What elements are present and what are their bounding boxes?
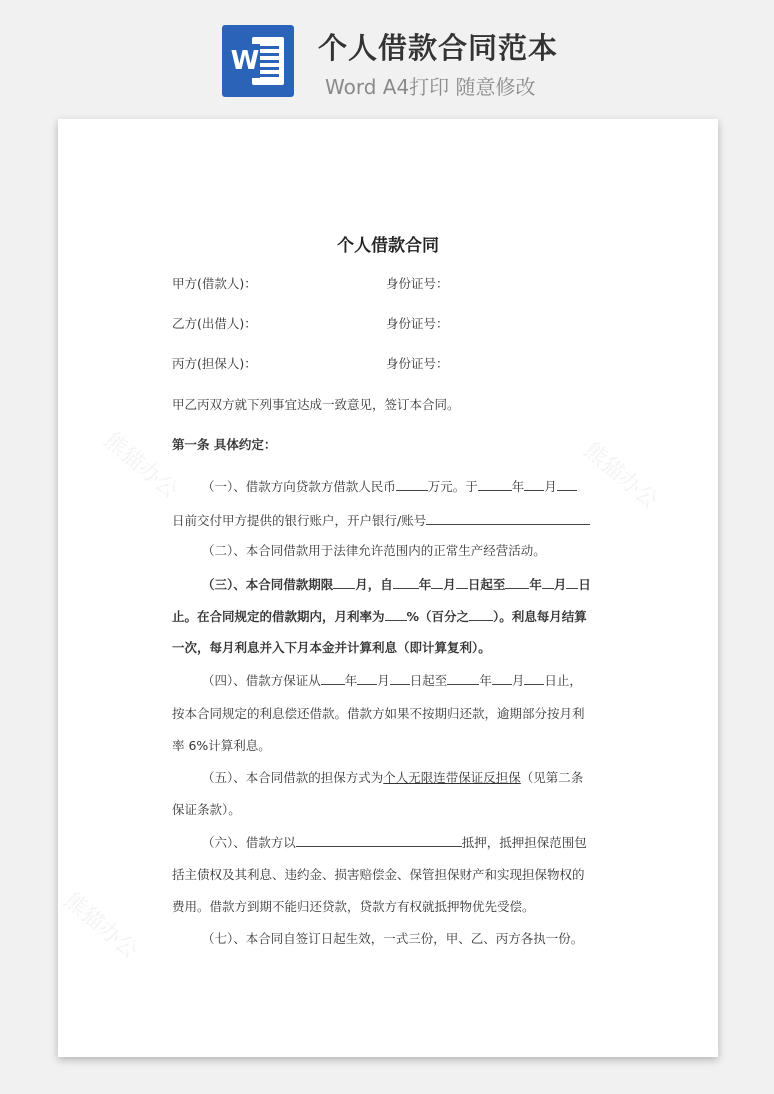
clause-4-line-1: （四）、借款方保证从 年 月 日起至 年 月 日止， xyxy=(172,670,582,689)
party-c-id-label: 身份证号： xyxy=(386,356,449,371)
clause-6-line-1: （六）、借款方以 抵押，抵押担保范围包 xyxy=(172,832,587,851)
clause-3-line-1: （三）、本合同借款期限 月，自 年 月 日起至 年 月 日 xyxy=(172,574,591,593)
party-b-id-label: 身份证号： xyxy=(386,316,449,331)
watermark: 熊猫办公 xyxy=(98,428,183,504)
intro-paragraph: 甲乙丙双方就下列事宜达成一致意见，签订本合同。 xyxy=(172,397,460,412)
clause-4-line-3: 率 6%计算利息。 xyxy=(172,738,271,753)
clause-1-line-1: （一）、借款方向贷款方借款人民币 万元。于 年 月 xyxy=(172,476,577,495)
party-a-label: 甲方(借款人)： xyxy=(172,276,257,291)
document-page xyxy=(58,119,718,1057)
clause-4-line-2: 按本合同规定的利息偿还借款。借款方如果不按期归还款，逾期部分按月利 xyxy=(172,706,585,721)
page-title: 个人借款合同范本 xyxy=(318,31,559,65)
clause-2: （二）、本合同借款用于法律允许范围内的正常生产经营活动。 xyxy=(202,543,546,558)
clause-6-line-2: 括主债权及其利息、违约金、损害赔偿金、保管担保财产和实现担保物权的 xyxy=(172,867,585,882)
clause-5-line-2: 保证条款）。 xyxy=(172,802,241,817)
clause-6-line-3: 费用。借款方到期不能归还贷款，贷款方有权就抵押物优先受偿。 xyxy=(172,899,535,914)
clause-5-line-1: （五）、本合同借款的担保方式为个人无限连带保证反担保（见第二条 xyxy=(202,770,584,785)
word-letter: W xyxy=(230,46,260,76)
party-c-label: 丙方(担保人)： xyxy=(172,356,257,371)
party-a-id-label: 身份证号： xyxy=(386,276,449,291)
clause-3-line-2: 止。在合同规定的借款期内，月利率为 %（百分之 ）。利息每月结算 xyxy=(172,606,587,625)
clause-7: （七）、本合同自签订日起生效，一式三份，甲、乙、丙方各执一份。 xyxy=(202,931,584,946)
document-title: 个人借款合同 xyxy=(337,236,439,256)
party-b-label: 乙方(出借人)： xyxy=(172,316,257,331)
header xyxy=(0,0,774,110)
watermark: 熊猫办公 xyxy=(58,888,143,964)
word-document-icon xyxy=(222,25,294,97)
watermark: 熊猫办公 xyxy=(578,438,663,514)
page-subtitle: Word A4打印 随意修改 xyxy=(325,75,536,99)
clause-1-line-2: 日前交付甲方提供的银行账户，开户银行/账号 xyxy=(172,510,590,529)
article-1-heading: 第一条 具体约定： xyxy=(172,437,277,452)
clause-3-line-3: 一次，每月利息并入下月本金并计算利息（即计算复利）。 xyxy=(172,640,491,655)
